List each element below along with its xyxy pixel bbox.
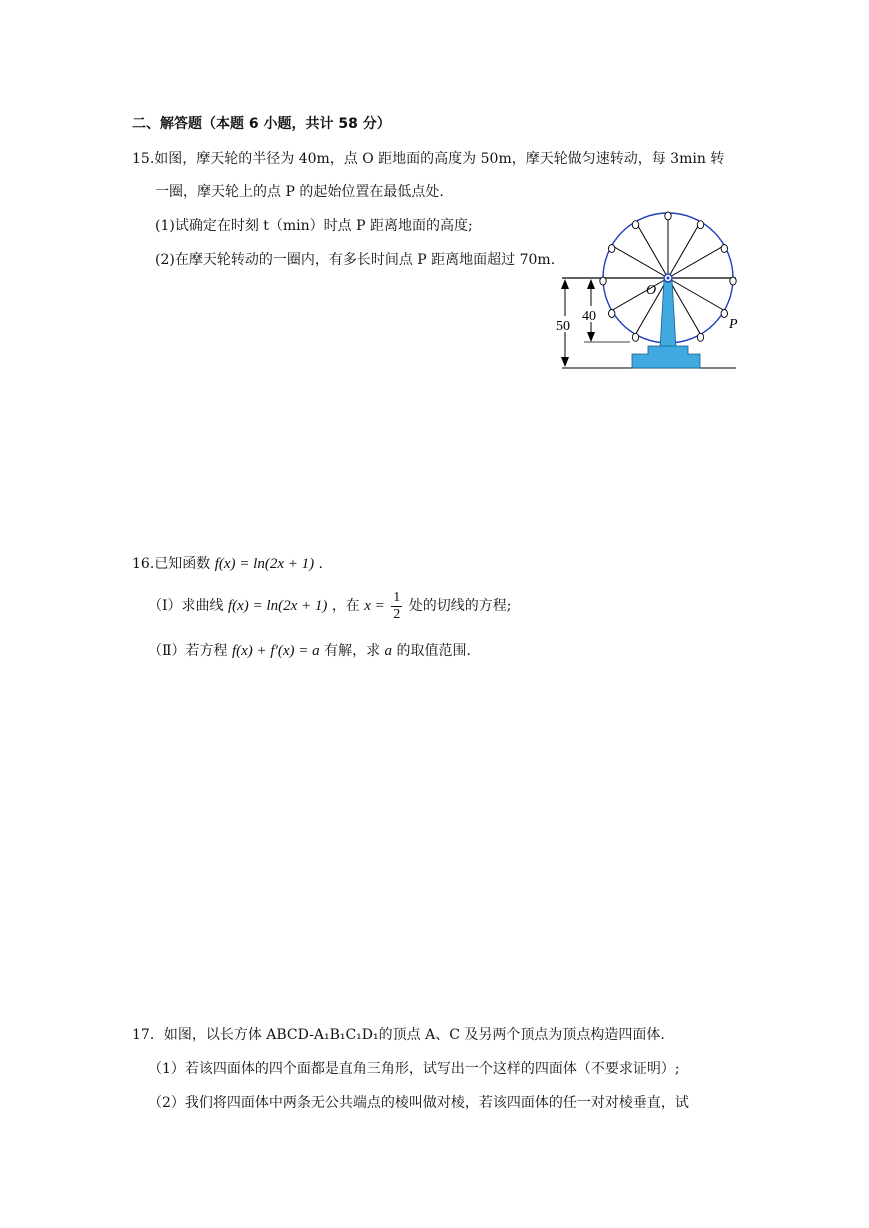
fraction-denominator: 2 <box>393 606 401 622</box>
dim-40-arrow-up <box>587 279 595 289</box>
wheel-spoke <box>668 246 724 279</box>
q16-part2-formula: f(x) + f′(x) = a <box>231 643 320 659</box>
gondola <box>721 245 727 253</box>
q16-part1-prefix: （Ⅰ）求曲线 <box>148 598 224 614</box>
wheel-spoke <box>636 222 669 278</box>
wheel-spoke <box>668 222 701 278</box>
q16-part2-suffix: 的取值范围. <box>396 643 471 659</box>
q17-part2: （2）我们将四面体中两条无公共端点的棱叫做对棱，若该四面体的任一对对棱垂直，试 <box>148 1095 689 1111</box>
q15-line2: 一圈，摩天轮上的点 P 的起始位置在最低点处. <box>155 184 444 200</box>
gondola <box>609 310 615 318</box>
q16-part1-formula: f(x) = ln(2x + 1) <box>227 598 328 614</box>
q16-part1-var: x = <box>364 598 385 614</box>
gondola <box>697 333 703 341</box>
section-title: 二、解答题（本题 6 小题，共计 58 分） <box>132 116 391 132</box>
gondola <box>609 245 615 253</box>
q16-part2 <box>148 640 471 660</box>
label-o: O <box>646 283 657 298</box>
gondola <box>632 221 638 229</box>
q16-part2-var: a <box>384 643 393 659</box>
q16-part1 <box>148 586 511 626</box>
wheel-spoke <box>612 278 668 311</box>
q16-part2-mid: 有解，求 <box>324 643 381 659</box>
label-50: 50 <box>556 319 570 334</box>
wheel-spoke <box>668 278 724 311</box>
q16-stem-prefix: 16.已知函数 <box>132 556 211 572</box>
label-p: P <box>729 317 738 332</box>
gondola <box>632 333 638 341</box>
dim-50-arrow-down <box>561 357 569 367</box>
gondola <box>730 277 736 285</box>
q15-line1: 15.如图，摩天轮的半径为 40m，点 O 距地面的高度为 50m，摩天轮做匀速转动，每 3min 转 <box>132 151 725 167</box>
q15-part2: (2)在摩天轮转动的一圈内，有多长时间点 P 距离地面超过 70m. <box>155 252 556 268</box>
q16-stem-formula: f(x) = ln(2x + 1) <box>214 556 315 572</box>
q16-part1-mid: ，在 <box>331 598 360 614</box>
q17-stem: 17．如图，以长方体 ABCD-A₁B₁C₁D₁的顶点 A、C 及另两个顶点为顶点构造四面体. <box>132 1027 665 1043</box>
q16-part1-fraction <box>391 590 402 623</box>
q15-part1: (1)试确定在时刻 t（min）时点 P 距离地面的高度; <box>155 218 473 234</box>
wheel-base <box>632 346 700 368</box>
gondola <box>697 221 703 229</box>
label-40: 40 <box>582 309 596 324</box>
ferris-wheel-figure <box>550 210 750 375</box>
q16-part2-prefix: （Ⅱ）若方程 <box>148 643 228 659</box>
support-tower <box>660 280 676 348</box>
q16-stem <box>132 553 323 573</box>
gondola <box>665 212 671 220</box>
gondola <box>721 310 727 318</box>
fraction-numerator: 1 <box>393 589 401 605</box>
q16-part1-suffix: 处的切线的方程; <box>408 598 512 614</box>
wheel-spoke <box>612 246 668 279</box>
q17-part1: （1）若该四面体的四个面都是直角三角形，试写出一个这样的四面体（不要求证明）; <box>148 1061 680 1077</box>
dim-50-arrow-up <box>561 279 569 289</box>
dim-40-arrow-down <box>587 332 595 342</box>
q16-stem-suffix: . <box>318 556 323 572</box>
gondola <box>600 277 606 285</box>
